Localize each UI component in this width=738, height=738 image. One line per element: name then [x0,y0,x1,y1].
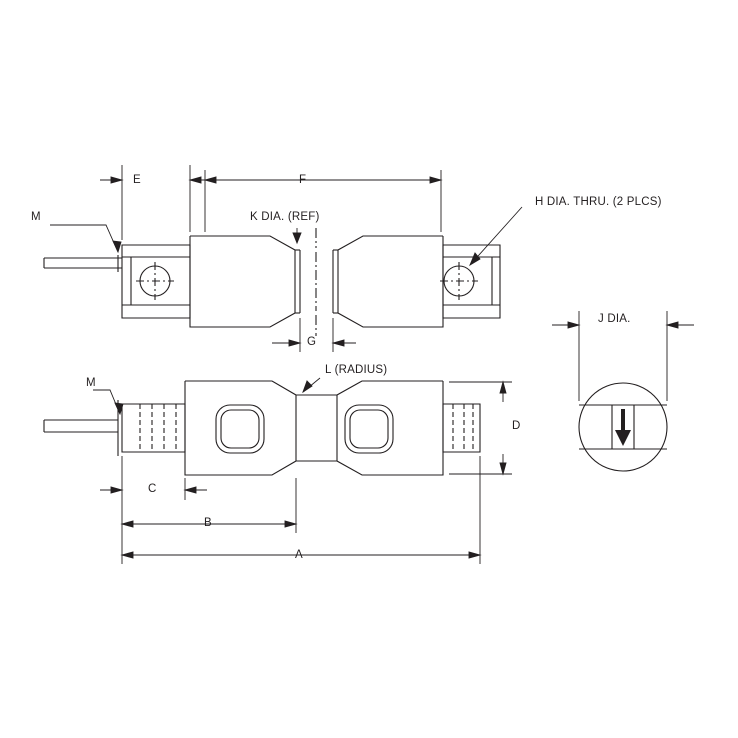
label-h-dia-thru: H DIA. THRU. (2 PLCS) [535,196,662,208]
leader-m-top [50,225,121,252]
label-e: E [133,174,141,186]
leader-l-radius [303,378,320,392]
leader-k-dia [293,228,301,243]
label-a: A [295,549,303,561]
side-view-geometry [44,381,480,475]
label-d: D [512,420,521,432]
label-g: G [307,336,317,348]
label-m-side: M [86,377,96,389]
label-f: F [299,174,307,186]
label-k-dia-ref: K DIA. (REF) [250,211,320,223]
label-m-top: M [31,211,41,223]
label-c: C [148,483,157,495]
top-view-geometry [44,228,500,336]
end-view-geometry [579,383,667,471]
leader-h-dia [470,207,522,265]
label-b: B [204,517,212,529]
dimension-e [100,165,212,240]
dimension-f [205,170,441,232]
dimension-a [122,456,480,564]
label-j-dia: J DIA. [598,313,631,325]
label-l-radius: L (RADIUS) [325,364,388,376]
